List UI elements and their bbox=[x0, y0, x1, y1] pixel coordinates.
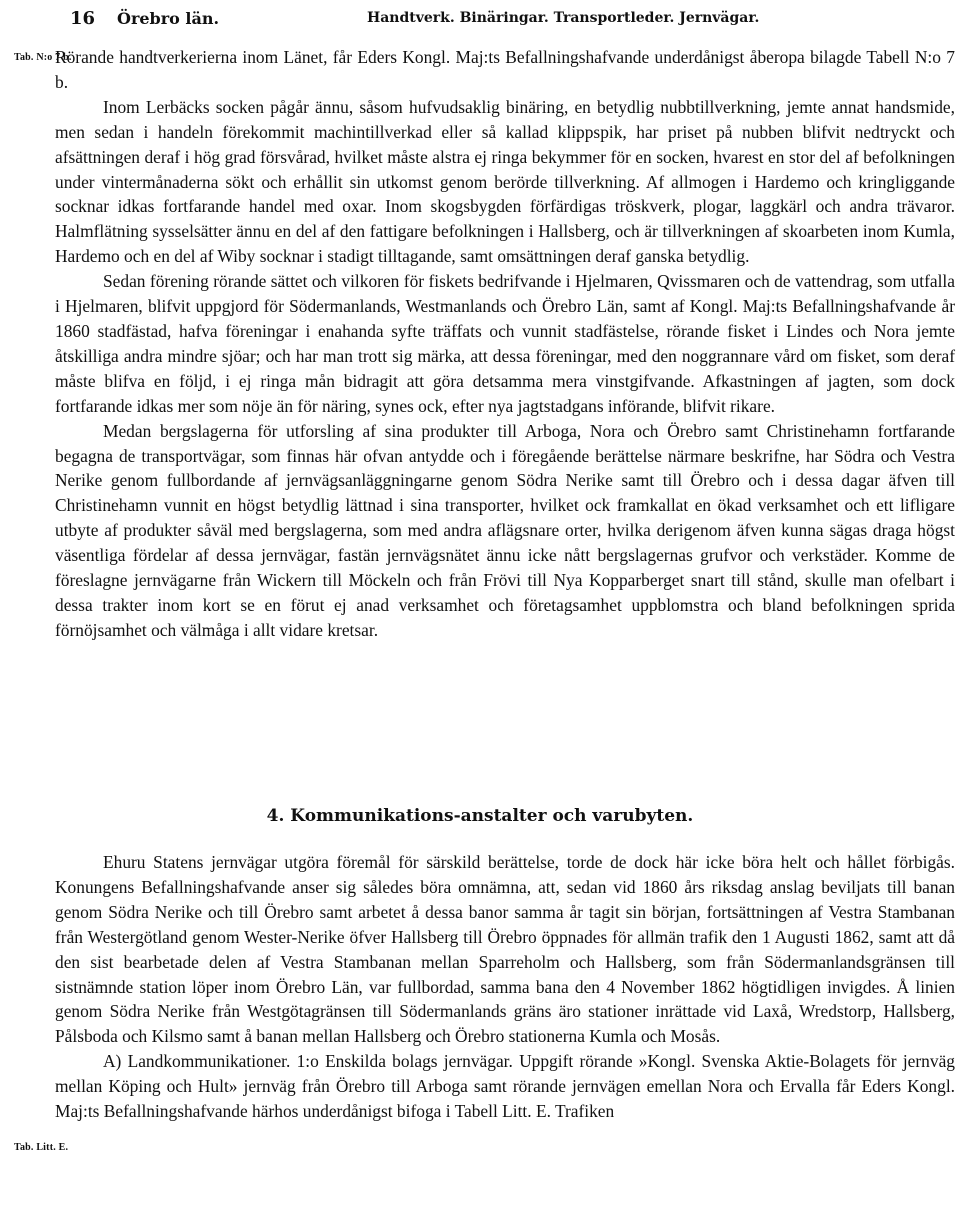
margin-note-tab-litt-e: Tab. Litt. E. bbox=[14, 1142, 69, 1153]
text-block-upper bbox=[55, 45, 955, 643]
text-block-lower bbox=[55, 850, 955, 1124]
paragraph-handtverk: Rörande handtverkerierna inom Länet, får Eders Kongl. Maj:ts Befallningshafvande underdånigst åberopa bilagde Tabell N:o 7 b. bbox=[55, 47, 955, 92]
paragraph-transport: Medan bergslagerna för utforsling af sina produkter till Arboga, Nora och Örebro samt Christinehamn fortfarande begagna de transportvägar, som finnas här ofvan antydde och i föregående berättelse närmare beskrifne, har Södra och Vestra Nerike genom fullbordande af jernvägsanläggningarne genom Södra Nerike samt till Örebro och i dessa dagar äfven till Christinehamn vunnit en högst betydlig lättnad i sina transporter, hvilket ock framkallat en ökad verksamhet och ett lifligare utbyte af produkter såväl med bergslagerna, som med andra aflägsnare orter, hvilka derigenom äfven kunna sägas draga högst väsentliga fördelar af dessa jernvägar, fastän jernvägsnätet ännu icke nått bergslagernas grufvor och verkstäder. Komme de föreslagne jernvägarne från Wickern till Möckeln och från Frövi till Nya Kopparberget snart till stånd, skulle man ofelbart i dessa trakter inom kort se en förut ej anad verksamhet och företagsamhet uppblomstra och bland befolkningen sprida förnöjsamhet och välmåga i allt vidare kretsar. bbox=[55, 420, 955, 640]
section-heading: 4. Kommunikations-anstalter och varubyten. bbox=[266, 806, 694, 826]
paragraph-fiske: Sedan förening rörande sättet och vilkoren för fiskets bedrifvande i Hjelmaren, Qvissmaren och de vattendrag, som utfalla i Hjelmaren, blifvit uppgjord för Södermanlands, Westmanlands och Örebro Län, samt af Kongl. Maj:ts Befallningshafvande år 1860 stadfästad, hafva föreningar i enahanda syfte träffats och vunnit stadfästelse, rörande fisket i Lindes och Nora jemte åtskilliga andra mindre sjöar; och har man trott sig märka, att dessa föreningar, med den noggrannare vård om fisket, som deraf måste blifva en följd, i ej ringa mån bidragit att göra detsamma mera vinstgifvande. Afkastningen af jagten, som dock fortfarande idkas mer som nöje än för näring, synes ock, efter nya jagtstadgans införande, blifvit rikare. bbox=[55, 271, 955, 416]
page-number: 16 bbox=[70, 8, 96, 29]
header-topics: Handtverk. Binäringar. Transportleder. Jernvägar. bbox=[367, 10, 760, 26]
paragraph-binaringar: Inom Lerbäcks socken pågår ännu, såsom hufvudsaklig binäring, en betydlig nubbtillverkning, jemte annat handsmide, men sedan i handeln förekommit machintillverkad eller så kallad klippspik, har priset på nubben blifvit nedtryckt och afsättningen deraf i hög grad försvårad, hvilket måste alstra ej ringa bekymmer för en socken, hvarest en stor del af befolkningen under vintermånaderna sökt och erhållit sin utkomst genom berörde tillverkning. Af allmogen i Hardemo och kringliggande socknar idkas fortfarande handel med oxar. Inom skogsbygden förfärdigas tröskverk, plogar, laggkärl och andra trävaror. Halmflätning sysselsätter ännu en del af den fattigare befolkningen i Hallsberg, och är tillverkningen af skoarbeten inom Kumla, Hardemo och en del af Wiby socknar i stadigt tilltagande, samt omsättningen deraf ganska betydlig. bbox=[55, 96, 955, 267]
paragraph-statens-jernvagar: Ehuru Statens jernvägar utgöra föremål för särskild berättelse, torde de dock här icke böra helt och hållet förbigås. Konungens Befallningshafvande anser sig således böra omnämna, att, sedan vid 1860 års riksdag anslag beviljats till banan genom Södra Nerike och till Örebro samt arbetet å dessa banor samma år tagit sin början, fortsättningen af Vestra Stambanan från Westergötland genom Wester-Nerike öfver Hallsberg till Örebro öppnades för allmän trafik den 1 Augusti 1862, samt att då den sist bearbetade delen af Vestra Stambanan mellan Sparreholm och Hallsberg, som från Södermanlandsgränsen till sistnämnde station löper inom Örebro Län, var fullbordad, samma bana den 4 November 1862 högtidligen invigdes. Å linien genom Södra Nerike från Westgötagränsen till Södermanlands gräns äro stationer inrättade vid Laxå, Wredstorp, Hallsberg, Pålsboda och Kilsmo samt å banan mellan Hallsberg och Örebro stationerna Kumla och Mosås. bbox=[55, 852, 955, 1047]
county-title: Örebro län. bbox=[117, 9, 220, 28]
margin-note-tab-7b: Tab. N:o 7 b. bbox=[14, 52, 72, 63]
paragraph-landkommunikationer: A) Landkommunikationer. 1:o Enskilda bolags jernvägar. Uppgift rörande »Kongl. Svenska Aktie-Bolagets för jernväg mellan Köping och Hult» jernväg från Örebro till Arboga samt rörande jernvägen emellan Nora och Ervalla får Eders Kongl. Maj:ts Befallningshafvande härhos underdånigst bifoga i Tabell Litt. E. Trafiken bbox=[55, 1051, 955, 1122]
running-header bbox=[70, 8, 870, 30]
